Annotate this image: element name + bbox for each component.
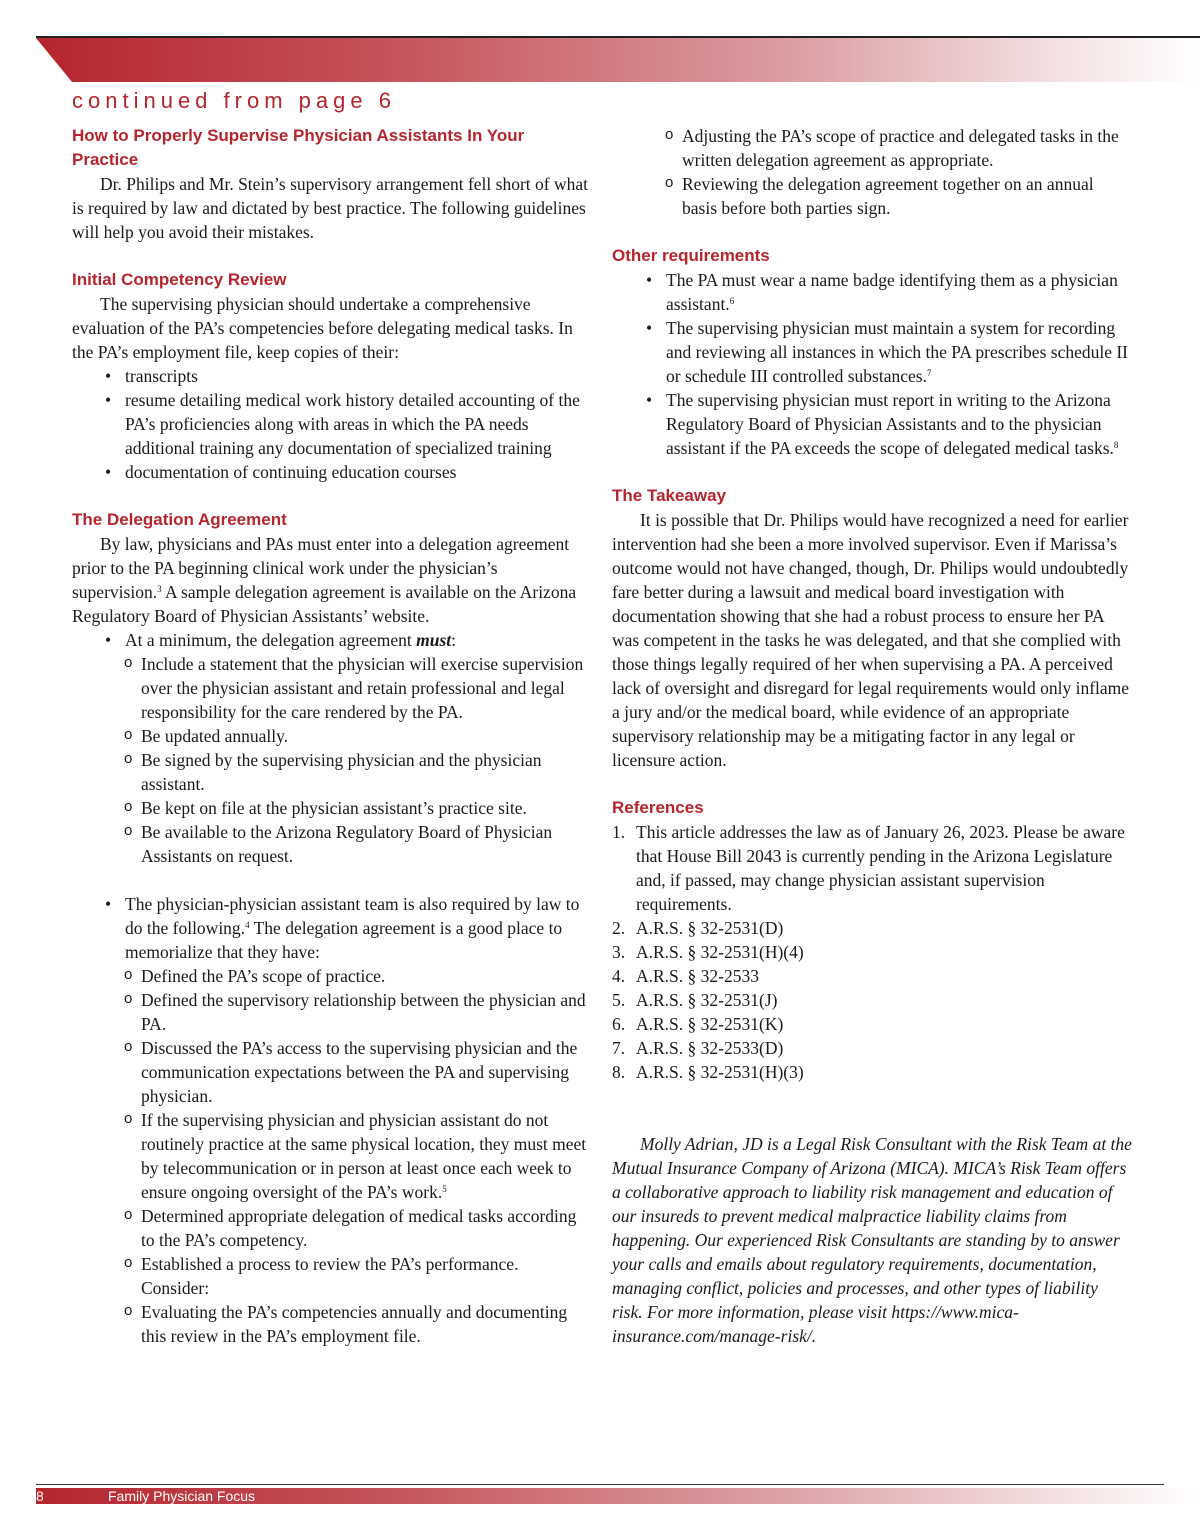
reference-item: 1. This article addresses the law as of January 26, 2023. Please be aware that House Bill 2043 is currently pending in the Arizona Legislature and, if passed, may change physician assistant supervision requirements. bbox=[612, 822, 1125, 914]
list-item: • The physician-physician assistant team is also required by law to do the following.$^4$ The delegation agreement is a good place to memorialize that they have: bbox=[72, 892, 588, 964]
sub-list-item: o Determined appropriate delegation of medical tasks according to the PA’s competency. bbox=[72, 1204, 588, 1252]
footnote-ref: 4 bbox=[245, 920, 250, 930]
competency-paragraph: The supervising physician should undertake a comprehensive evaluation of the PA’s competencies before delegating medical tasks. In the PA’s employment file, keep copies of their: bbox=[72, 294, 573, 362]
delegation-paragraph: By law, physicians and PAs must enter into a delegation agreement prior to the PA beginning clinical work under the physician’s supervision.$^3$ A sample delegation agreement is available on the Arizona Regulatory Board of Physician Assistants’ website. bbox=[72, 534, 577, 626]
section-heading: The Delegation Agreement bbox=[72, 510, 287, 529]
section-heading: Initial Competency Review bbox=[72, 270, 287, 289]
section-heading: References bbox=[612, 798, 704, 817]
section-heading: The Takeaway bbox=[612, 486, 727, 505]
list-item: • The PA must wear a name badge identifying them as a physician assistant.$^6$ bbox=[612, 268, 1132, 316]
top-rule bbox=[36, 36, 1200, 38]
page-number: 8 bbox=[36, 1488, 44, 1504]
sub-list-item: o Be kept on file at the physician assistant’s practice site. bbox=[72, 796, 588, 820]
footnote-ref: 8 bbox=[1113, 440, 1119, 450]
reference-item: 2. A.R.S. § 32-2531(D) bbox=[612, 918, 784, 938]
reference-item: 4. A.R.S. § 32-2533 bbox=[612, 966, 759, 986]
left-column bbox=[72, 124, 588, 1348]
delegation-list bbox=[72, 628, 588, 868]
reference-item: 7. A.R.S. § 32-2533(D) bbox=[612, 1038, 784, 1058]
header-band bbox=[36, 38, 1200, 82]
list-item: • transcripts bbox=[72, 364, 588, 388]
continued-label: continued from page 6 bbox=[72, 88, 396, 113]
references-list bbox=[612, 820, 1132, 1084]
sub-list-item: o If the supervising physician and physician assistant do not routinely practice at the same physical location, they must meet by telecommunication or in person at least once each week to ensure ongoing oversight of the PA’s work.$^5$ bbox=[72, 1108, 588, 1204]
sub-list-item: o Reviewing the delegation agreement together on an annual basis before both parties sign. bbox=[612, 172, 1132, 220]
team-list bbox=[72, 892, 588, 1348]
footnote-ref: 5 bbox=[442, 1184, 447, 1194]
footer-rule bbox=[36, 1484, 1164, 1485]
publication-title: Family Physician Focus bbox=[108, 1488, 256, 1504]
footnote-ref: 3 bbox=[157, 584, 162, 594]
footnote-ref: 6 bbox=[729, 296, 735, 306]
sub-list-item: o Be available to the Arizona Regulatory Board of Physician Assistants on request. bbox=[72, 820, 588, 868]
reference-item: 5. A.R.S. § 32-2531(J) bbox=[612, 990, 778, 1010]
section-heading: Other requirements bbox=[612, 246, 770, 265]
sub-list-item: o Defined the PA’s scope of practice. bbox=[72, 964, 588, 988]
sub-list-item: o Established a process to review the PA’s performance. Consider: bbox=[72, 1252, 588, 1300]
sub-list-item: o Evaluating the PA’s competencies annually and documenting this review in the PA’s employment file. bbox=[72, 1300, 588, 1348]
intro-paragraph: Dr. Philips and Mr. Stein’s supervisory arrangement fell short of what is required by law and dictated by best practice. The following guidelines will help you avoid their mistakes. bbox=[72, 174, 588, 242]
takeaway-paragraph: It is possible that Dr. Philips would have recognized a need for earlier intervention had she been a more involved supervisor. Even if Marissa’s outcome would not have changed, though, Dr. Philips would undoubtedly fare better during a lawsuit and medical board investigation with documentation showing that she had a robust process to ensure her PA was competent in the tasks he was delegated, and that she complied with those things legally required of her when supervising a PA. A perceived lack of oversight and disregard for legal requirements would only inflame a jury and/or the medical board, while evidence of an appropriate supervisory relationship may be a mitigating factor in any legal or licensure action. bbox=[612, 510, 1130, 770]
sub-list-item: o Be signed by the supervising physician and the physician assistant. bbox=[72, 748, 588, 796]
reference-item: 6. A.R.S. § 32-2531(K) bbox=[612, 1014, 784, 1034]
reference-item: 8. A.R.S. § 32-2531(H)(3) bbox=[612, 1062, 804, 1082]
sub-list-item: o Defined the supervisory relationship between the physician and PA. bbox=[72, 988, 588, 1036]
list-item: • resume detailing medical work history detailed accounting of the PA’s proficiencies along with areas in which the PA needs additional training any documentation of specialized training bbox=[72, 388, 588, 460]
author-bio: Molly Adrian, JD is a Legal Risk Consultant with the Risk Team at the Mutual Insurance Company of Arizona (MICA). MICA’s Risk Team offers a collaborative approach to liability risk management and education of our insureds to prevent medical malpractice liability claims from happening. Our experienced Risk Consultants are standing by to answer your calls and emails about regulatory requirements, documentation, managing conflict, policies and processes, and other types of liability risk. For more information, please visit https://www.mica-insurance.com/manage-risk/. bbox=[612, 1134, 1132, 1346]
list-item: • The supervising physician must maintain a system for recording and reviewing all instances in which the PA prescribes schedule II or schedule III controlled substances.$^7$ bbox=[612, 316, 1132, 388]
list-item: • documentation of continuing education courses bbox=[72, 460, 588, 484]
competency-list bbox=[72, 364, 588, 484]
section-heading: How to Properly Supervise Physician Assistants In Your Practice bbox=[72, 126, 525, 169]
sub-list-item: o Discussed the PA’s access to the supervising physician and the communication expectations between the PA and supervising physician. bbox=[72, 1036, 588, 1108]
footnote-ref: 7 bbox=[926, 368, 932, 378]
list-item: • At a minimum, the delegation agreement must: bbox=[72, 628, 588, 652]
other-requirements-list bbox=[612, 268, 1132, 460]
sub-list-item: o Include a statement that the physician will exercise supervision over the physician assistant and retain professional and legal responsibility for the care rendered by the PA. bbox=[72, 652, 588, 724]
list-item: • The supervising physician must report in writing to the Arizona Regulatory Board of Physician Assistants and to the physician assistant if the PA exceeds the scope of delegated medical tasks.$^8$ bbox=[612, 388, 1132, 460]
continued-list bbox=[612, 124, 1132, 220]
reference-item: 3. A.R.S. § 32-2531(H)(4) bbox=[612, 942, 804, 962]
sub-list-item: o Be updated annually. bbox=[72, 724, 588, 748]
right-column bbox=[612, 124, 1132, 1348]
sub-list-item: o Adjusting the PA’s scope of practice and delegated tasks in the written delegation agreement as appropriate. bbox=[612, 124, 1132, 172]
